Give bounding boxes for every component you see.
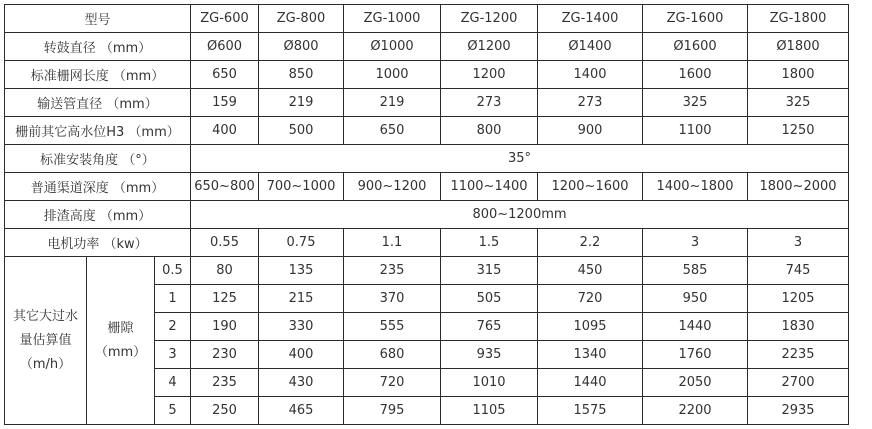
flow-group-label-line: 量估算值 — [19, 332, 72, 348]
spec-row — [5, 201, 849, 229]
gap-value: 4 — [155, 369, 191, 397]
spec-row — [5, 5, 849, 33]
flow-cell: 235 — [191, 369, 259, 397]
spec-table-body — [5, 5, 849, 425]
flow-cell: 585 — [643, 257, 748, 285]
table-cell: Ø1400 — [538, 33, 643, 61]
table-cell: Ø1800 — [748, 33, 849, 61]
spec-row — [5, 145, 849, 173]
spec-table — [4, 4, 849, 425]
model-header: ZG-600 — [191, 5, 259, 33]
flow-cell: 1105 — [441, 397, 538, 425]
spec-row — [5, 89, 849, 117]
flow-cell: 1575 — [538, 397, 643, 425]
table-cell: 1200~1600 — [538, 173, 643, 201]
flow-cell: 450 — [538, 257, 643, 285]
table-cell: 900 — [538, 117, 643, 145]
row-label: 电机功率 （kw） — [5, 229, 191, 257]
flow-cell: 1205 — [748, 285, 849, 313]
table-cell: 700~1000 — [259, 173, 344, 201]
flow-cell: 315 — [441, 257, 538, 285]
table-cell: 159 — [191, 89, 259, 117]
flow-cell: 950 — [643, 285, 748, 313]
flow-cell: 230 — [191, 341, 259, 369]
row-label: 标准安装角度 （°） — [5, 145, 191, 173]
flow-cell: 250 — [191, 397, 259, 425]
table-cell: 500 — [259, 117, 344, 145]
flow-cell: 1340 — [538, 341, 643, 369]
flow-cell: 765 — [441, 313, 538, 341]
table-cell: 1000 — [344, 61, 441, 89]
gap-value: 5 — [155, 397, 191, 425]
flow-cell: 680 — [344, 341, 441, 369]
table-cell: Ø1000 — [344, 33, 441, 61]
flow-cell: 190 — [191, 313, 259, 341]
flow-cell: 1010 — [441, 369, 538, 397]
flow-cell: 80 — [191, 257, 259, 285]
merged-value: 800~1200mm — [191, 201, 849, 229]
table-cell: 1200 — [441, 61, 538, 89]
table-cell: 219 — [344, 89, 441, 117]
flow-cell: 2200 — [643, 397, 748, 425]
spec-row — [5, 33, 849, 61]
flow-cell: 720 — [538, 285, 643, 313]
row-label: 普通渠道深度 （mm） — [5, 173, 191, 201]
flow-cell: 430 — [259, 369, 344, 397]
table-cell: 1800~2000 — [748, 173, 849, 201]
model-header: ZG-1000 — [344, 5, 441, 33]
table-cell: 1250 — [748, 117, 849, 145]
flow-group-label-line: 其它大过水 — [12, 308, 78, 324]
row-label: 输送管直径 （mm） — [5, 89, 191, 117]
table-cell: 219 — [259, 89, 344, 117]
flow-cell: 215 — [259, 285, 344, 313]
flow-cell: 935 — [441, 341, 538, 369]
table-cell: 1800 — [748, 61, 849, 89]
spec-row — [5, 61, 849, 89]
table-cell: 325 — [748, 89, 849, 117]
table-cell: 3 — [643, 229, 748, 257]
flow-cell: 370 — [344, 285, 441, 313]
spec-row — [5, 229, 849, 257]
flow-cell: 745 — [748, 257, 849, 285]
table-cell: 900~1200 — [344, 173, 441, 201]
flow-cell: 125 — [191, 285, 259, 313]
table-cell: 800 — [441, 117, 538, 145]
merged-value: 35° — [191, 145, 849, 173]
table-cell: 650~800 — [191, 173, 259, 201]
table-cell: 1.1 — [344, 229, 441, 257]
gap-label — [87, 257, 155, 425]
flow-group-label-line: （m/h） — [19, 356, 72, 372]
table-cell: 273 — [538, 89, 643, 117]
row-label: 排渣高度 （mm） — [5, 201, 191, 229]
row-label: 标准栅网长度 （mm） — [5, 61, 191, 89]
model-header: ZG-1400 — [538, 5, 643, 33]
flow-cell: 1440 — [538, 369, 643, 397]
flow-cell: 1760 — [643, 341, 748, 369]
flow-cell: 555 — [344, 313, 441, 341]
flow-cell: 465 — [259, 397, 344, 425]
table-cell: 2.2 — [538, 229, 643, 257]
row-label: 栅前其它高水位H3 （mm） — [5, 117, 191, 145]
flow-cell: 235 — [344, 257, 441, 285]
flow-row — [5, 257, 849, 285]
flow-cell: 135 — [259, 257, 344, 285]
flow-cell: 330 — [259, 313, 344, 341]
model-header: ZG-1800 — [748, 5, 849, 33]
table-cell: 3 — [748, 229, 849, 257]
table-cell: 1100~1400 — [441, 173, 538, 201]
gap-value: 1 — [155, 285, 191, 313]
table-cell: 1400 — [538, 61, 643, 89]
flow-cell: 400 — [259, 341, 344, 369]
table-cell: 400 — [191, 117, 259, 145]
model-header: ZG-800 — [259, 5, 344, 33]
table-cell: 1100 — [643, 117, 748, 145]
flow-cell: 720 — [344, 369, 441, 397]
flow-cell: 2235 — [748, 341, 849, 369]
gap-value: 3 — [155, 341, 191, 369]
gap-label-line: （mm） — [94, 344, 147, 360]
spec-row — [5, 117, 849, 145]
model-header: ZG-1600 — [643, 5, 748, 33]
flow-cell: 2700 — [748, 369, 849, 397]
flow-cell: 2050 — [643, 369, 748, 397]
gap-value: 2 — [155, 313, 191, 341]
table-cell: 1600 — [643, 61, 748, 89]
table-cell: 0.55 — [191, 229, 259, 257]
table-cell: 1.5 — [441, 229, 538, 257]
flow-cell: 1830 — [748, 313, 849, 341]
table-cell: 325 — [643, 89, 748, 117]
model-header: ZG-1200 — [441, 5, 538, 33]
flow-cell: 2935 — [748, 397, 849, 425]
flow-cell: 1440 — [643, 313, 748, 341]
table-cell: 273 — [441, 89, 538, 117]
row-label: 型号 — [5, 5, 191, 33]
table-cell: Ø600 — [191, 33, 259, 61]
gap-value: 0.5 — [155, 257, 191, 285]
table-cell: 850 — [259, 61, 344, 89]
table-cell: Ø1200 — [441, 33, 538, 61]
table-cell: 650 — [344, 117, 441, 145]
table-cell: Ø800 — [259, 33, 344, 61]
flow-cell: 1095 — [538, 313, 643, 341]
flow-group-label — [5, 257, 87, 425]
flow-cell: 505 — [441, 285, 538, 313]
spec-row — [5, 173, 849, 201]
flow-cell: 795 — [344, 397, 441, 425]
table-cell: 1400~1800 — [643, 173, 748, 201]
gap-label-line: 栅隙 — [107, 320, 134, 336]
table-cell: 0.75 — [259, 229, 344, 257]
table-cell: Ø1600 — [643, 33, 748, 61]
row-label: 转鼓直径 （mm） — [5, 33, 191, 61]
table-cell: 650 — [191, 61, 259, 89]
